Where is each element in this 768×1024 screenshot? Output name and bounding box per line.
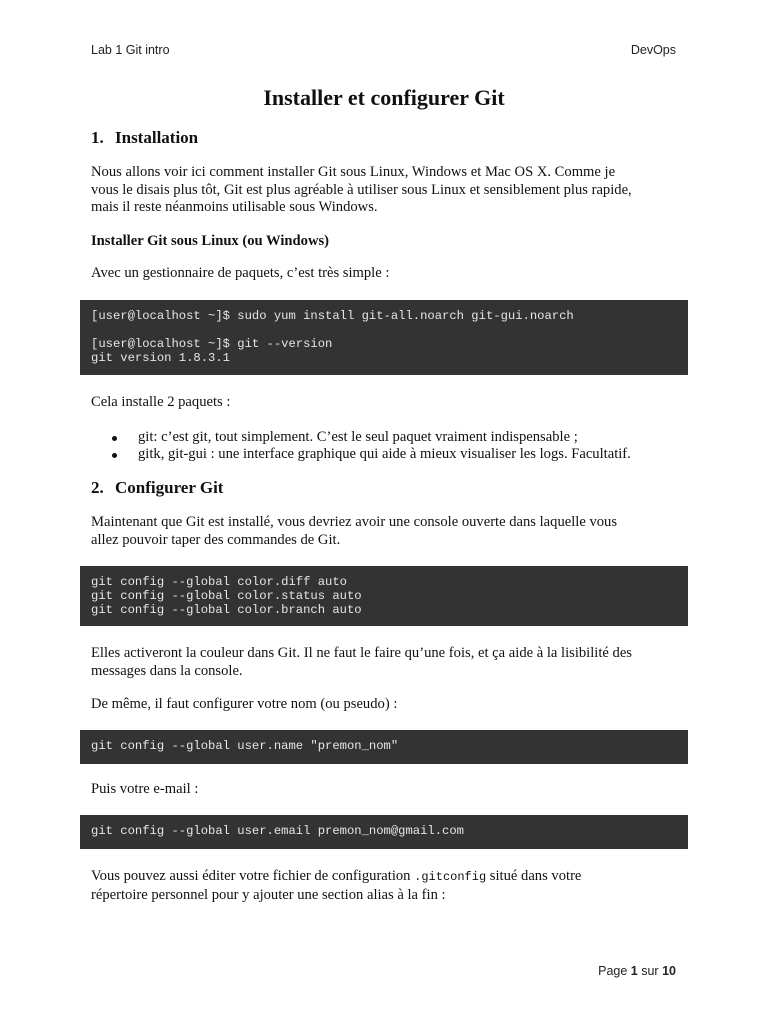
footer-page-number: 1 (630, 964, 638, 978)
bullet-icon (112, 436, 117, 441)
page-footer (598, 964, 676, 978)
section-2-number: 2. (91, 478, 104, 497)
section-2-intro-line: Maintenant que Git est installé, vous devriez avoir une console ouverte dans laquelle vous (91, 514, 618, 530)
name-config-code-block (80, 730, 688, 764)
packages-intro: Cela installe 2 paquets : (91, 394, 231, 410)
footer-page-total: 10 (662, 964, 676, 978)
header-left: Lab 1 Git intro (91, 43, 170, 57)
code-line: [user@localhost ~]$ sudo yum install git-all.noarch git-gui.noarch (91, 309, 574, 323)
page-title: Installer et configurer Git (263, 85, 505, 110)
code-line: git config --global color.branch auto (91, 603, 362, 617)
color-config-code-block (80, 566, 688, 626)
header-right: DevOps (630, 43, 676, 57)
code-line (91, 323, 677, 337)
color-note (91, 645, 681, 680)
code-line: git config --global color.status auto (91, 589, 362, 603)
color-note-line: Elles activeront la couleur dans Git. Il ne faut le faire qu’une fois, et ça aide à la lisibilité des (91, 645, 632, 661)
gitconfig-filename: .gitconfig (414, 870, 487, 884)
list-item-text: git: c’est git, tout simplement. C’est le seul paquet vraiment indispensable ; (138, 429, 578, 445)
email-config-text: Puis votre e-mail : (91, 781, 199, 797)
linux-install-subheading: Installer Git sous Linux (ou Windows) (91, 233, 330, 249)
section-2-intro (91, 514, 681, 549)
gitconfig-line-2: répertoire personnel pour y ajouter une section alias à la fin : (91, 886, 446, 903)
code-line: git config --global color.diff auto (91, 575, 347, 589)
section-1-heading (91, 128, 198, 148)
footer-of-word: sur (641, 964, 659, 978)
section-2-title: Configurer Git (115, 478, 224, 497)
bullet-icon (112, 453, 117, 458)
section-1-title: Installation (115, 128, 199, 147)
email-config-code-block (80, 815, 688, 849)
section-1-intro-line: mais il reste néanmoins utilisable sous Windows. (91, 199, 378, 215)
color-note-line: messages dans la console. (91, 662, 243, 679)
gitconfig-paragraph (91, 868, 681, 904)
package-manager-text: Avec un gestionnaire de paquets, c’est très simple : (91, 265, 390, 281)
install-code-block (80, 300, 688, 375)
code-line: git version 1.8.3.1 (91, 351, 230, 365)
section-1-number: 1. (91, 128, 104, 147)
list-item (109, 446, 631, 463)
footer-page-word: Page (598, 964, 628, 978)
section-2-intro-line: allez pouvoir taper des commandes de Git. (91, 531, 341, 548)
gitconfig-line-1 (91, 868, 681, 887)
gitconfig-text-before: Vous pouvez aussi éditer votre fichier de configuration (91, 868, 415, 884)
list-item (109, 429, 631, 446)
section-1-intro-line: vous le disais plus tôt, Git est plus agréable à utiliser sous Linux et sensiblement plus rapide, (91, 181, 632, 198)
section-1-intro (91, 164, 681, 217)
name-config-text: De même, il faut configurer votre nom (ou pseudo) : (91, 696, 398, 712)
list-item-text: gitk, git-gui : une interface graphique qui aide à mieux visualiser les logs. Facultatif. (138, 446, 631, 462)
code-line: git config --global user.name "premon_nom" (91, 739, 399, 753)
code-line: [user@localhost ~]$ git --version (91, 337, 333, 351)
gitconfig-text-after: situé dans votre (486, 868, 582, 884)
section-1-intro-line: Nous allons voir ici comment installer Git sous Linux, Windows et Mac OS X. Comme je (91, 164, 616, 180)
code-line: git config --global user.email premon_nom@gmail.com (91, 824, 464, 838)
section-2-heading (91, 478, 223, 498)
package-list (109, 429, 631, 463)
